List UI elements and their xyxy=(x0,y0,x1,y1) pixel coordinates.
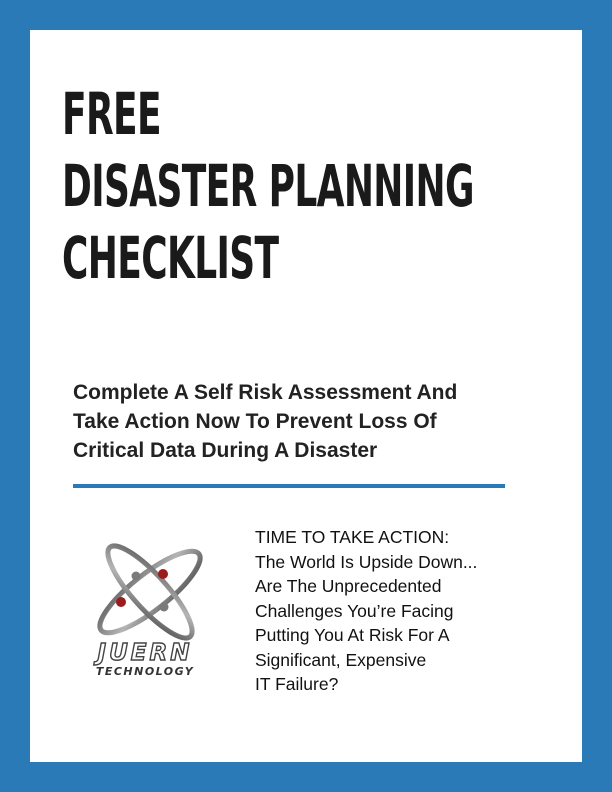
action-line: Are The Unprecedented xyxy=(255,576,442,596)
atom-logo-icon xyxy=(70,535,220,645)
logo-tagline: TECHNOLOGY xyxy=(95,665,195,678)
page-title xyxy=(62,78,474,294)
action-line: Challenges You’re Facing xyxy=(255,600,454,621)
action-line: IT Failure? xyxy=(255,674,339,694)
company-logo xyxy=(70,535,220,685)
subtitle xyxy=(73,378,553,465)
divider-line xyxy=(73,484,505,488)
subtitle-line: Critical Data During A Disaster xyxy=(73,439,378,462)
action-line: Putting You At Risk For A xyxy=(255,625,450,645)
subtitle-line: Take Action Now To Prevent Loss Of xyxy=(73,410,437,433)
title-line: DISASTER PLANNING xyxy=(62,152,474,220)
action-line: Significant, Expensive xyxy=(255,649,427,670)
title-line: FREE xyxy=(62,80,161,148)
logo-wordmark: JUERN xyxy=(97,640,193,666)
action-line: The World Is Upside Down... xyxy=(255,551,478,572)
subtitle-line: Complete A Self Risk Assessment And xyxy=(73,381,458,404)
call-to-action-text xyxy=(255,525,477,697)
action-line: TIME TO TAKE ACTION: xyxy=(255,527,450,547)
title-line: CHECKLIST xyxy=(62,224,279,292)
document-page xyxy=(30,30,582,762)
